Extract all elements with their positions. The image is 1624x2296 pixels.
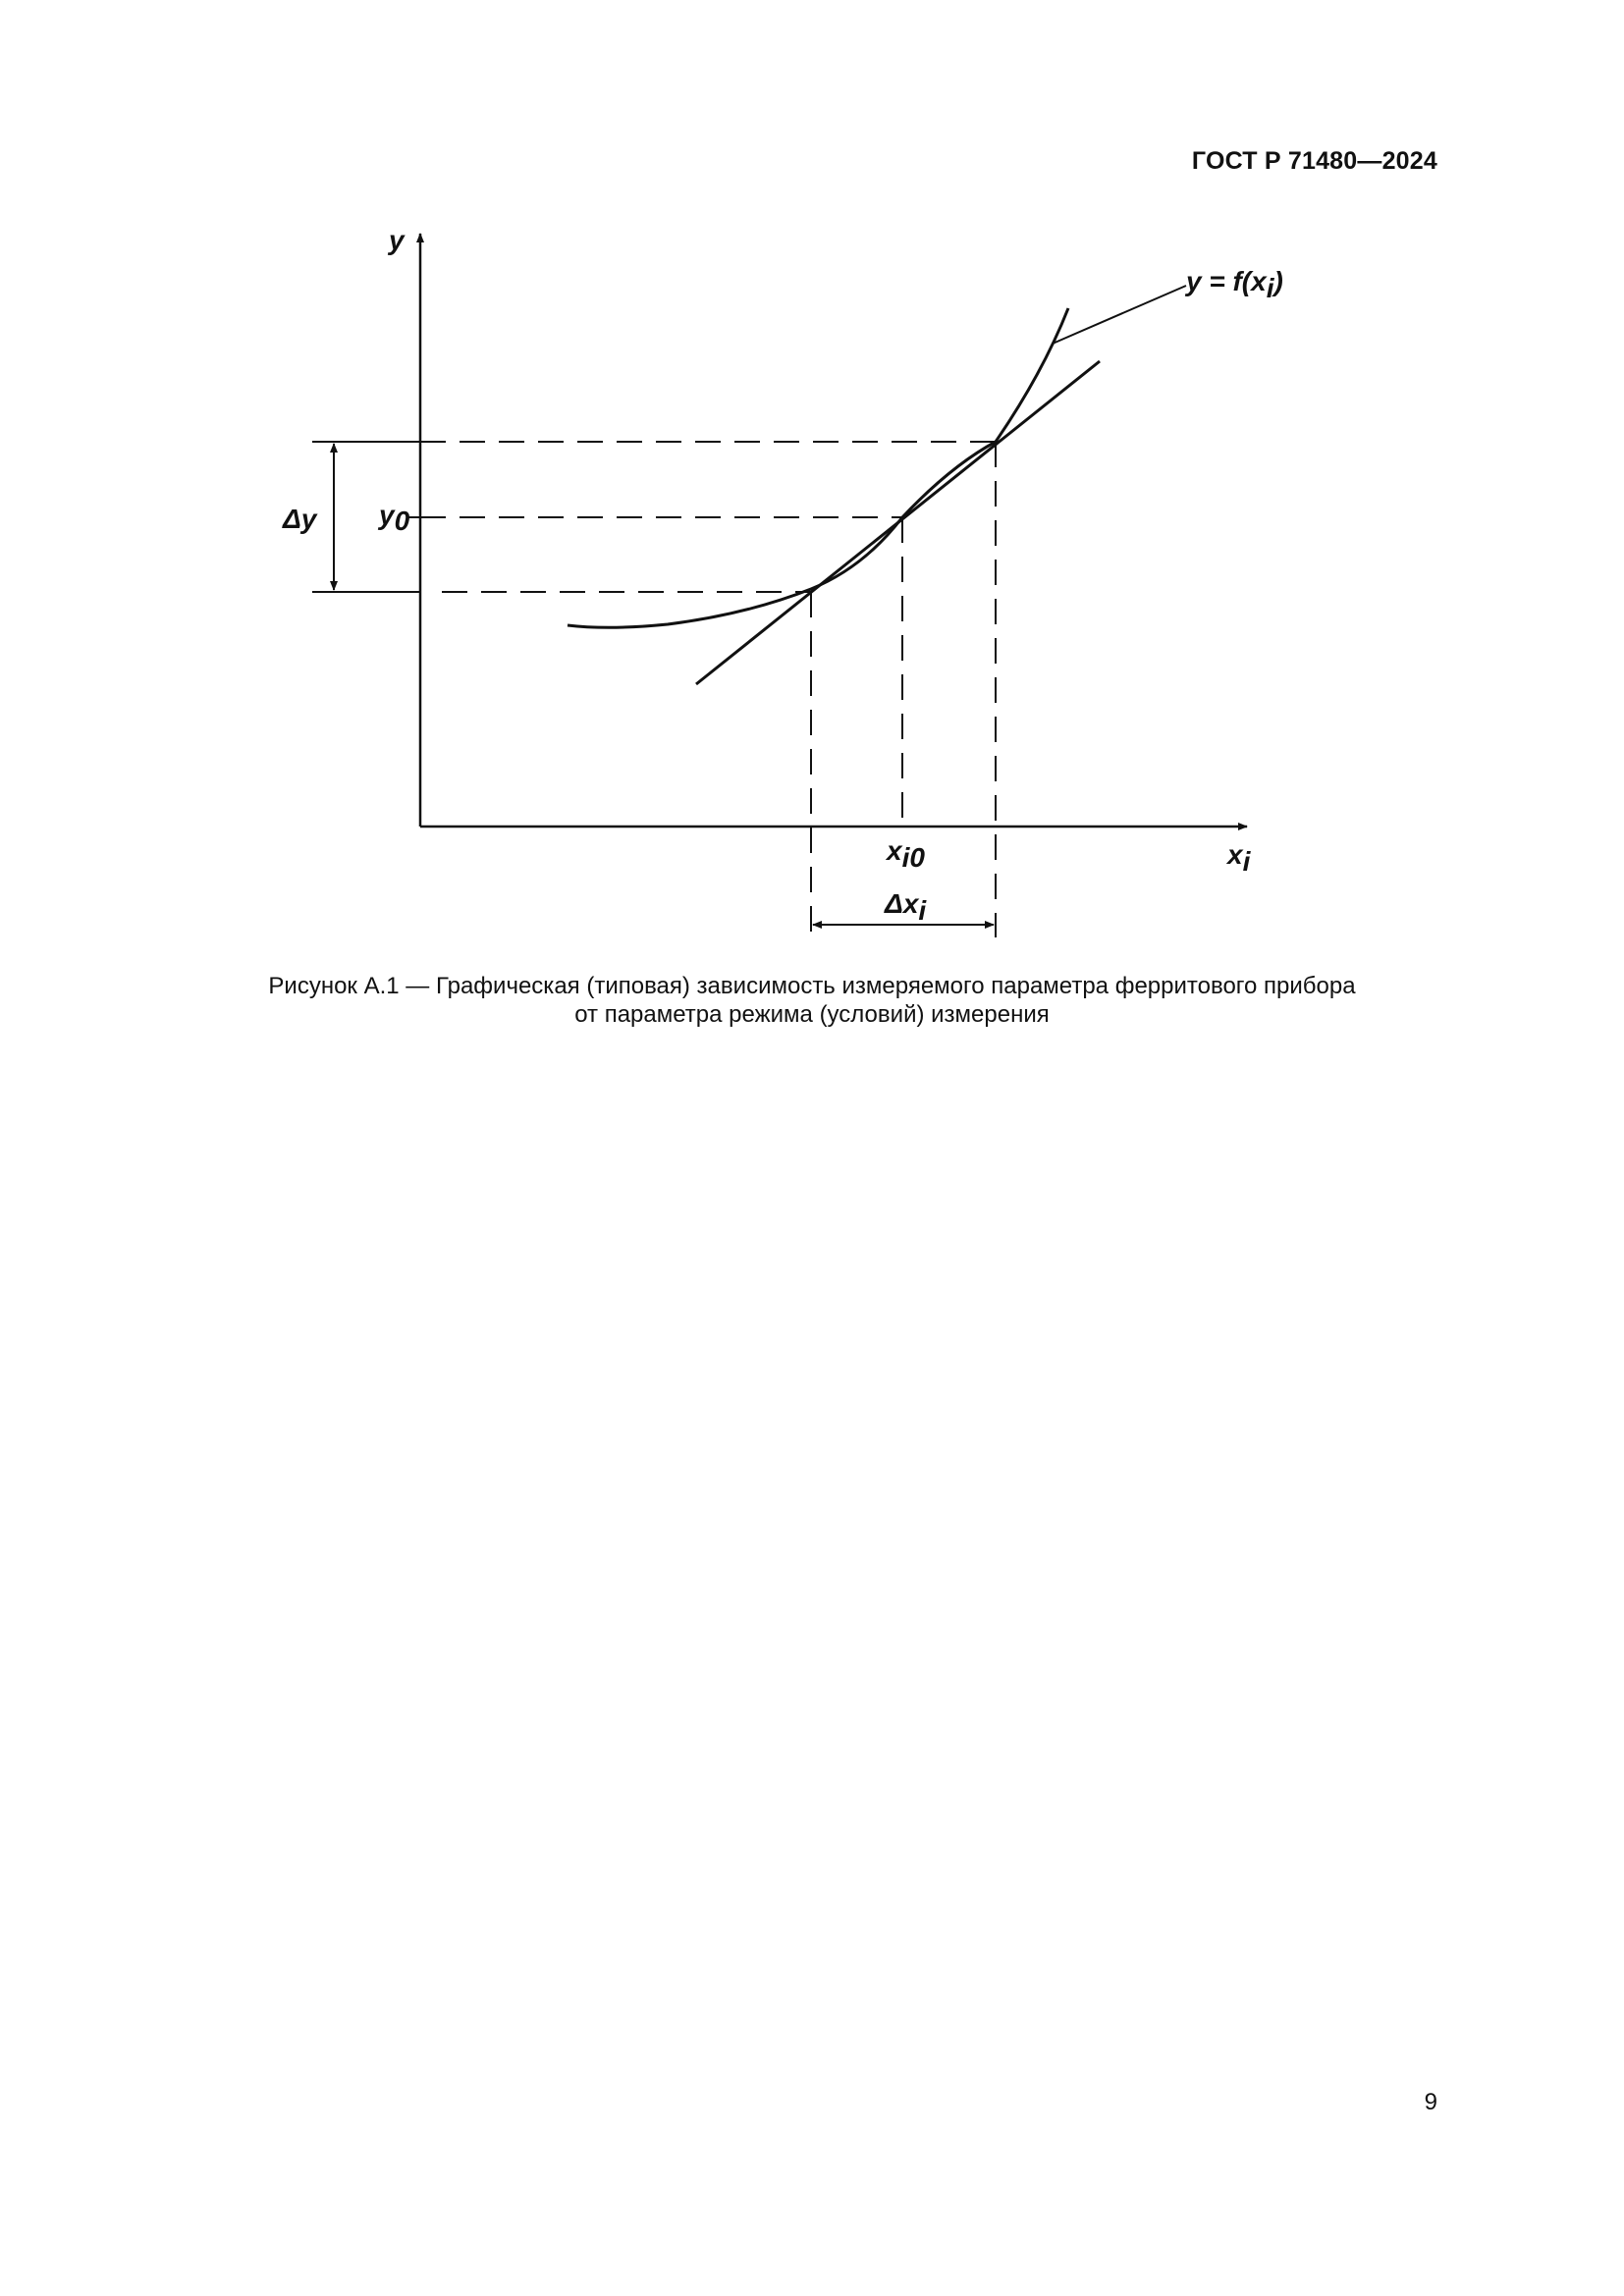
xi0-label: xi0 [887,835,925,873]
page-number: 9 [1424,2089,1437,2115]
tangent-line [696,361,1100,684]
delta-xi-label: Δxi [885,888,927,926]
function-curve [568,308,1068,627]
x-axis-label: xi [1227,839,1251,877]
figure-caption [0,972,1624,1029]
curve-label-leader [1053,286,1186,344]
delta-y-label: Δy [283,504,317,534]
document-code: ГОСТ Р 71480—2024 [1191,147,1437,175]
curve-label: y = f(xi) [1186,266,1283,303]
figure-a1-graph [0,0,1624,982]
y0-label: y0 [379,500,410,536]
y-axis-label: y [389,225,405,255]
caption-line-1: Рисунок А.1 — Графическая (типовая) зависимость измеряемого параметра ферритового прибора [268,973,1356,999]
caption-line-2: от параметра режима (условий) измерения [574,1001,1050,1028]
